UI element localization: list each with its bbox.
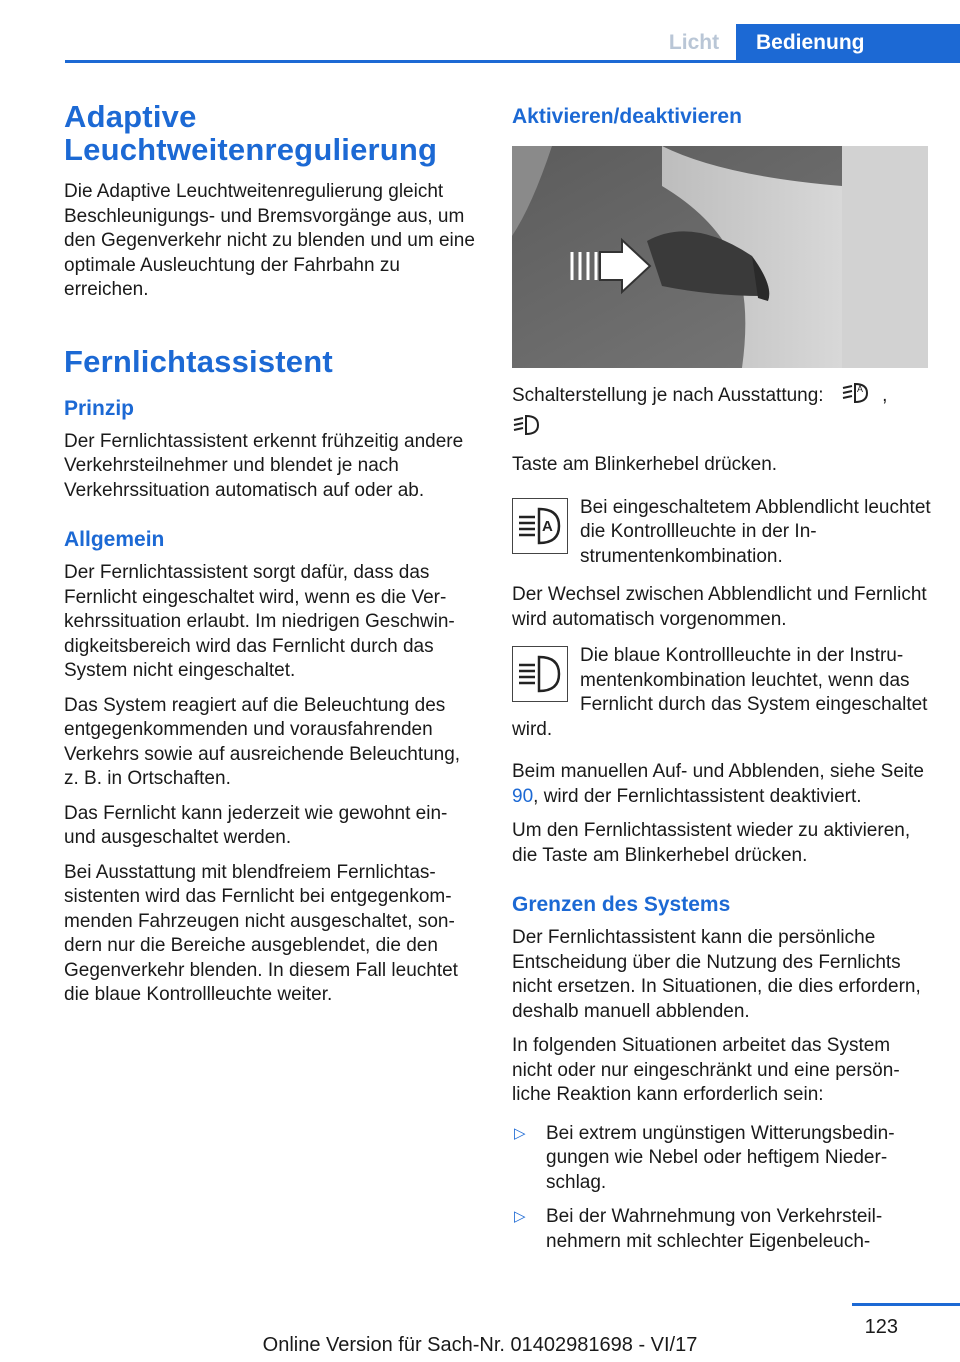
header-tab-bedienung[interactable]: Bedienung — [736, 24, 960, 62]
paragraph-prinzip: Der Fernlichtassistent erkennt frühzeitig andere Verkehrsteilnehmer und blendet je nach Verkehrssituation automatisch auf oder ab. — [64, 430, 464, 501]
heading-prinzip: Prinzip — [64, 396, 135, 420]
note-abblendlicht — [512, 496, 932, 570]
high-beam-indicator-icon — [512, 646, 568, 702]
heading-grenzen: Grenzen des Systems — [512, 893, 731, 916]
svg-text:A: A — [542, 517, 553, 535]
paragraph-taste: Taste am Blinkerhebel drücken. — [512, 454, 778, 475]
note-abblendlicht-text: Bei eingeschaltetem Abblendlicht leuchtet die Kontrollleuchte in der Instrumentenkombination. — [580, 496, 931, 567]
list-item — [512, 1122, 932, 1196]
footer-rule — [852, 1303, 960, 1306]
paragraph-allgemein-4: Bei Ausstattung mit blendfreiem Fernlichtassistenten wird das Fernlicht bei entgegenkommenden Fahrzeugen nicht ausgeschaltet, sondern nur die Bereiche ausgeblendet, die den Gegenverkehr blenden. In diesem Fall leuchtet die blaue Kontrollleuchte weiter. — [64, 861, 458, 1005]
triangle-bullet-icon: ▷ — [514, 1208, 526, 1225]
left-column — [64, 100, 478, 1008]
paragraph-wieder: Um den Fernlichtassistent wieder zu aktivieren, die Taste am Blinkerhebel drücken. — [512, 820, 911, 866]
paragraph-grenzen-1: Der Fernlichtassistent kann die persönliche Entscheidung über die Nutzung des Fernlichts nicht ersetzen. In Situationen, die dies erfordern, deshalb manuell abblenden. — [512, 927, 921, 1022]
schalterstellung-text: Schalterstellung je nach Ausstattung: — [512, 384, 824, 406]
list-item — [512, 1205, 932, 1254]
heading-allgemein: Allgemein — [64, 528, 165, 551]
triangle-bullet-icon: ▷ — [514, 1124, 526, 1142]
auto-high-beam-icon — [841, 380, 871, 412]
note-kontrollleuchte-text: Die blaue Kontrollleuchte in der Instrumentenkombination leuchtet, wenn das Fernlicht durch das System eingeschaltet wird. — [512, 645, 928, 740]
paragraph-schalterstellung — [512, 380, 932, 443]
low-beam-indicator-icon — [512, 498, 568, 554]
list-item-text: Bei extrem ungünstigen Witterungsbedingungen wie Nebel oder heftigem Niederschlag. — [546, 1122, 895, 1193]
turn-signal-lever-photo — [512, 146, 928, 368]
lever-illustration — [512, 146, 928, 368]
header-tab-licht[interactable]: Licht — [668, 31, 720, 54]
limits-list — [512, 1122, 932, 1255]
heading-aktivieren: Aktivieren/deaktivieren — [512, 105, 742, 128]
right-column — [512, 100, 932, 1264]
footer-online-version: Online Version für Sach-Nr. 01402981698 - VI/17 — [262, 1334, 698, 1356]
paragraph-manuell — [512, 760, 932, 809]
svg-text:A: A — [856, 384, 863, 394]
paragraph-allgemein-2: Das System reagiert auf die Beleuchtung des entgegenkommenden und vorausfahrenden Verkehrs sowie auf ausreichende Beleuchtung, z. B. in Ortschaften. — [64, 694, 461, 789]
paragraph-adaptive: Die Adaptive Leuchtweitenregulierung gleicht Beschleunigungs- und Bremsvorgänge aus, um den Gegenverkehr nicht zu blenden und um eine optimale Ausleuchtung der Fahrbahn zu erreichen. — [64, 181, 475, 300]
page-number: 123 — [864, 1316, 898, 1338]
header-rule — [65, 60, 960, 63]
heading-adaptive: Adaptive Leuchtweitenregulierung — [64, 99, 438, 167]
high-beam-assistant-icon — [512, 412, 542, 444]
paragraph-allgemein-3: Das Fernlicht kann jederzeit wie gewohnt ein- und ausgeschaltet werden. — [64, 802, 448, 848]
manuell-text-a: Beim manuellen Auf- und Abblenden, siehe Seite — [512, 761, 924, 782]
heading-fernlichtassistent: Fernlichtassistent — [64, 343, 333, 379]
paragraph-grenzen-2: In folgenden Situationen arbeitet das System nicht oder nur eingeschränkt und eine persönliche Reaktion kann erforderlich sein: — [512, 1035, 900, 1105]
schalterstellung-separator: , — [882, 384, 888, 406]
paragraph-allgemein-1: Der Fernlichtassistent sorgt dafür, dass das Fernlicht eingeschaltet wird, wenn es die Verkehrssituation erlaubt. Im niedrigen Geschwindigkeitsbereich wird das Fernlicht durch das System nicht eingeschaltet. — [64, 562, 455, 681]
page-90-link[interactable]: 90 — [512, 785, 534, 807]
paragraph-wechsel: Der Wechsel zwischen Abblendlicht und Fernlicht wird automatisch vorgenommen. — [512, 584, 927, 630]
note-kontrollleuchte — [512, 644, 932, 742]
list-item-text: Bei der Wahrnehmung von Verkehrsteilnehmern mit schlechter Eigenbeleuch- — [546, 1206, 883, 1252]
manuell-text-b: , wird der Fernlichtassistent deaktiviert. — [533, 785, 862, 807]
